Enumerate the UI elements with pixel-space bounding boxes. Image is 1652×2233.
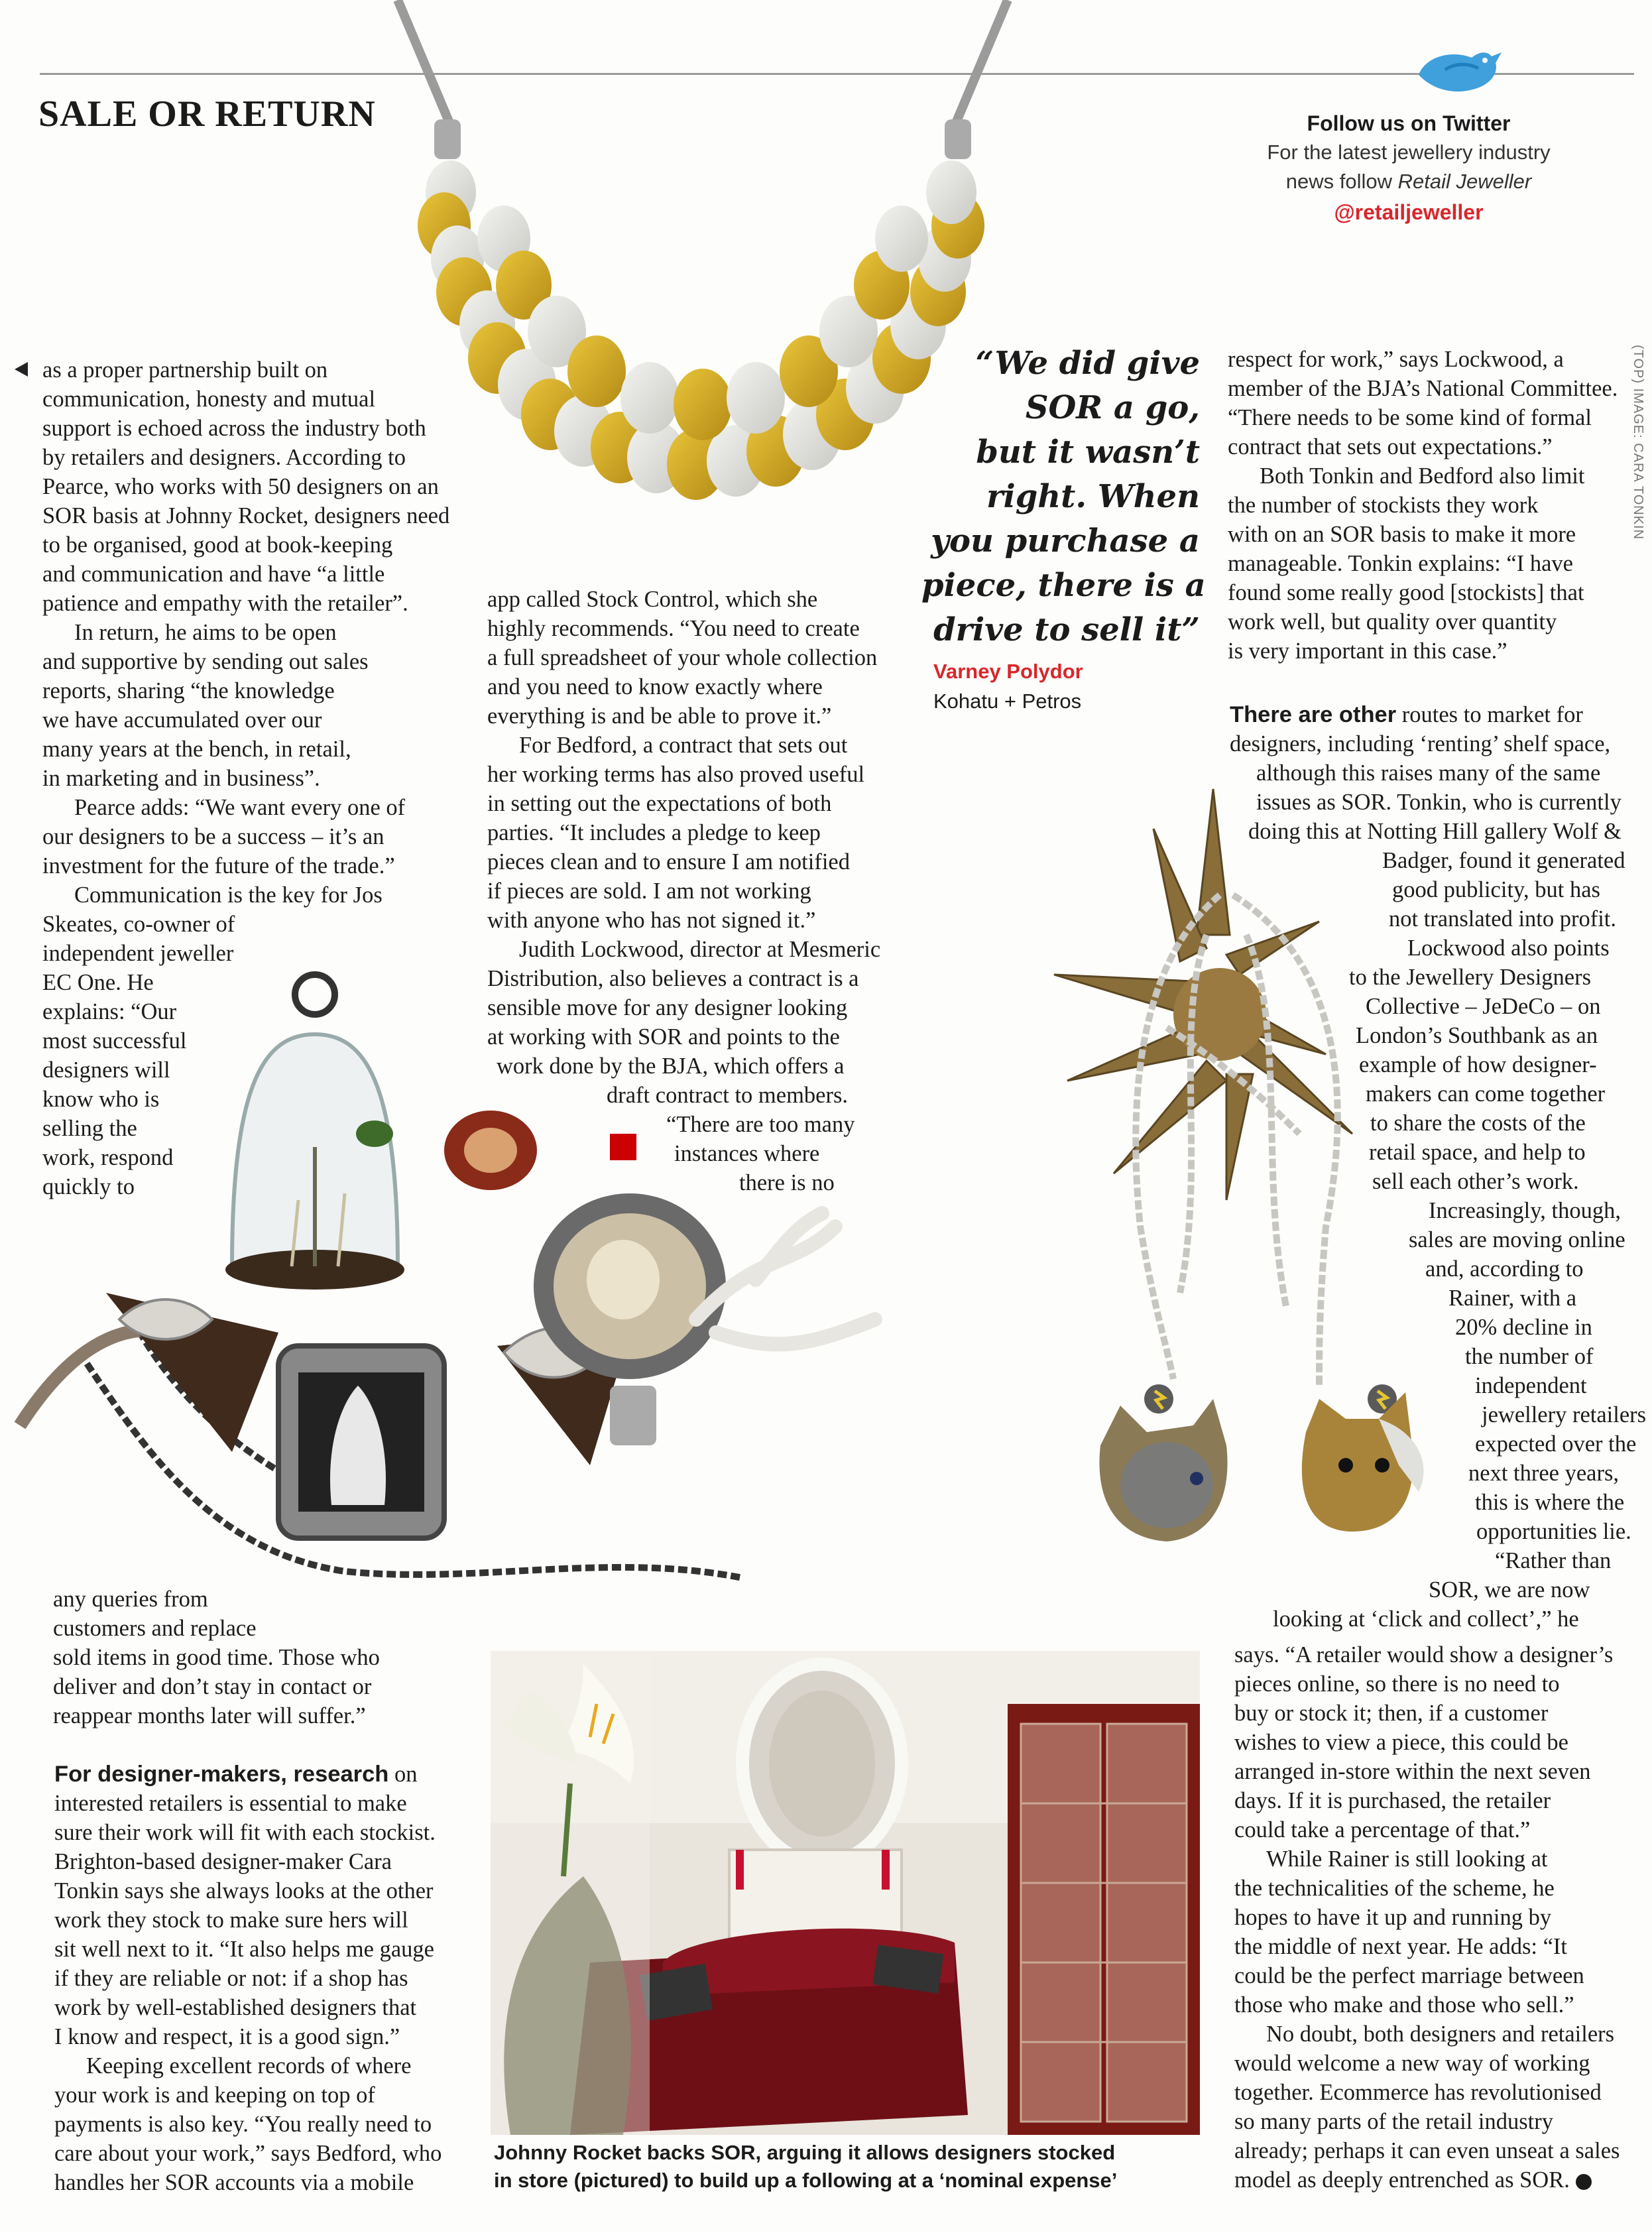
text-line: quickly to [42,1174,135,1199]
caption-line: in store (pictured) to build up a following at a ‘nominal expense’ [494,2169,1118,2192]
column-3-bottom [1234,1640,1645,2195]
text-line: if they are reliable or not: if a shop has [54,1966,408,1991]
text-line: work well, but quality over quantity [1228,609,1557,634]
text-line: sold items in good time. Those who [53,1645,380,1670]
text-line: work by well-established designers that [54,1995,417,2020]
pull-quote-line: SOR a go, [1025,389,1200,426]
text-line: together. Ecommerce has revolutionised [1234,2080,1602,2105]
text-line: with on an SOR basis to make it more [1228,522,1576,547]
text-line: doing this at Notting Hill gallery Wolf & [1248,819,1622,844]
text-line: reappear months later will suffer.” [53,1703,366,1728]
text-line: and you need to know exactly where [487,674,823,699]
text-line: any queries from [53,1587,208,1612]
text-line: While Rainer is still looking at [1266,1846,1548,1872]
text-line: buy or stock it; then, if a customer [1234,1701,1549,1726]
text-line: I know and respect, it is a good sign.” [54,2024,400,2049]
text-line: opportunities lie. [1476,1519,1631,1544]
text-line: draft contract to members. [607,1083,849,1108]
text-line: parties. “It includes a pledge to keep [487,820,821,845]
text-line: designers will [42,1057,170,1083]
twitter-text-2-b: Retail Jeweller [1397,170,1532,193]
text-line: “There needs to be some kind of formal [1228,405,1592,430]
twitter-text-2 [1260,170,1558,194]
text-line: could take a percentage of that.” [1234,1817,1531,1842]
text-line: there is no [739,1170,835,1195]
text-line: respect for work,” says Lockwood, a [1228,347,1564,372]
paragraph-lead: There are other [1230,702,1397,727]
text-line: SOR basis at Johnny Rocket, designers need [42,503,450,528]
text-line: in setting out the expectations of both [487,791,832,816]
text-line: if pieces are sold. I am not working [487,878,811,904]
text-line: example of how designer- [1359,1052,1597,1077]
twitter-handle[interactable]: @retailjeweller [1334,200,1484,224]
twitter-text-2-a: news follow [1285,170,1398,193]
star-pendant-photo [1008,762,1647,1585]
text-line: the number of stockists they work [1228,493,1539,518]
pull-quote [921,341,1206,652]
text-line: is very important in this case.” [1228,638,1507,664]
text-line: this is where the [1475,1490,1625,1515]
text-line: expected over the [1475,1431,1637,1457]
text-line: retail space, and help to [1369,1140,1586,1165]
text-line: we have accumulated over our [42,707,322,733]
text-line: For Bedford, a contract that sets out [519,733,848,758]
text-line: support is echoed across the industry both [42,416,426,441]
text-line: Rainer, with a [1448,1286,1577,1311]
text-line: at working with SOR and points to the [487,1024,840,1050]
text-line: with anyone who has not signed it.” [487,908,816,933]
text-line: already; perhaps it can even unseat a sales [1234,2138,1620,2163]
text-line: everything is and be able to prove it.” [487,703,832,729]
text-line: would welcome a new way of working [1234,2051,1590,2076]
text-line: the technicalities of the scheme, he [1234,1876,1555,1901]
text-line: wishes to view a piece, this could be [1234,1730,1568,1755]
text-line: hopes to have it up and running by [1234,1905,1552,1930]
text-line: sell each other’s work. [1372,1169,1579,1194]
text-line: explains: “Our [42,999,177,1024]
text-line: most successful [42,1028,187,1054]
text-line [54,1760,479,1789]
text-line: Communication is the key for Jos [74,882,383,908]
pull-quote-line: but it wasn’t [976,434,1200,471]
section-title: SALE OR RETURN [38,93,376,135]
text-line: and, according to [1425,1256,1584,1282]
text-line: Brighton-based designer-maker Cara [54,1849,392,1874]
text-line: could be the perfect marriage between [1234,1963,1584,1988]
twitter-bird-icon [1405,36,1505,99]
text-line: Tonkin says she always looks at the other [54,1878,434,1903]
text-line: Pearce, who works with 50 designers on an [42,474,439,499]
text-line: work they stock to make sure hers will [54,1907,408,1933]
pull-quote-line: right. When [986,478,1200,515]
text-line: instances where [674,1141,820,1166]
text-line: Skeates, co-owner of [42,912,235,937]
twitter-text-1: For the latest jewellery industry [1267,141,1551,164]
caption-line: Johnny Rocket backs SOR, arguing it allows designers stocked [494,2141,1116,2164]
text-line: In return, he aims to be open [74,620,337,645]
text-line: your work is and keeping on top of [54,2082,375,2108]
text-line: sit well next to it. “It also helps me gauge [54,1937,434,1962]
end-mark-icon [1576,2174,1592,2190]
text-line: the middle of next year. He adds: “It [1234,1934,1568,1959]
text-line: contract that sets out expectations.” [1228,434,1553,459]
text-line: “There are too many [666,1112,855,1137]
text-line: in marketing and in business”. [42,766,320,791]
text-line: SOR, we are now [1429,1577,1590,1602]
column-1-bottom-b [54,1760,479,2197]
text-line: care about your work,” says Bedford, who [54,2141,442,2166]
text-line: not translated into profit. [1389,906,1617,932]
text-line-content: model as deeply entrenched as SOR. [1234,2167,1570,2193]
text-line: EC One. He [42,970,154,995]
text-line: independent [1475,1373,1587,1398]
text-line: Keeping excellent records of where [86,2053,412,2079]
column-3-top [1228,345,1639,666]
text-line: work, respond [42,1145,174,1170]
text-line: makers can come together [1366,1081,1606,1107]
text-line: a full spreadsheet of your whole collection [487,645,878,670]
pull-quote-company: Kohatu + Petros [933,690,1082,713]
text-line: arranged in-store within the next seven [1234,1759,1591,1784]
text-line: investment for the future of the trade.” [42,853,395,878]
paragraph-lead-rest: on [388,1762,418,1787]
text-line: handles her SOR accounts via a mobile [54,2170,414,2195]
paragraph-lead-rest: routes to market for [1396,702,1583,727]
image-credit: (TOP) IMAGE: CARA TONKIN [1631,345,1645,540]
text-line: 20% decline in [1455,1315,1592,1340]
jewellery-cluster-photo [13,922,921,1585]
text-line: to be organised, good at book-keeping [42,532,393,558]
text-line: although this raises many of the same [1256,760,1601,786]
text-line: sales are moving online [1409,1227,1625,1252]
text-line: highly recommends. “You need to create [487,616,860,641]
text-line: London’s Southbank as an [1356,1023,1598,1048]
text-line: found some really good [stockists] that [1228,580,1584,605]
text-line: Badger, found it generated [1382,848,1625,873]
text-line: Both Tonkin and Bedford also limit [1260,463,1585,489]
text-line: selling the [42,1116,137,1141]
pull-quote-line: you purchase a [931,522,1200,560]
text-line: manageable. Tonkin explains: “I have [1228,551,1573,576]
text-line: communication, honesty and mutual [42,387,376,412]
text-line: reports, sharing “the knowledge [42,678,335,703]
text-line: so many parts of the retail industry [1234,2109,1553,2134]
text-line: Distribution, also believes a contract is a [487,966,859,991]
text-line: to the Jewellery Designers [1349,965,1592,990]
text-line: and communication and have “a little [42,562,385,587]
pull-quote-line: drive to sell it” [933,611,1200,648]
text-line [1230,700,1641,729]
pull-quote-author: Varney Polydor [933,660,1083,683]
text-line: pieces clean and to ensure I am notified [487,849,850,875]
text-line: customers and replace [53,1616,257,1641]
text-line: app called Stock Control, which she [487,587,818,612]
text-line: many years at the bench, in retail, [42,737,351,762]
text-line: by retailers and designers. According to [42,445,406,470]
twitter-heading: Follow us on Twitter [1307,111,1511,135]
text-line: Increasingly, though, [1429,1198,1621,1223]
text-line: days. If it is purchased, the retailer [1234,1788,1551,1813]
text-line: interested retailers is essential to make [54,1791,407,1816]
text-line: Collective – JeDeCo – on [1366,994,1601,1019]
column-1-bottom-a [53,1585,477,1730]
text-line: and supportive by sending out sales [42,649,369,674]
text-line [1234,2165,1645,2195]
text-line: pieces online, so there is no need to [1234,1671,1560,1697]
text-line: designers, including ‘renting’ shelf space, [1230,731,1611,756]
store-interior-photo [491,1651,1200,2135]
text-line: member of the BJA’s National Committee. [1228,376,1618,401]
text-line: Judith Lockwood, director at Mesmeric [519,937,881,962]
text-line: Pearce adds: “We want every one of [74,795,406,820]
pull-quote-line: piece, there is a [921,567,1206,604]
text-line: issues as SOR. Tonkin, who is currently [1256,790,1622,815]
text-line: as a proper partnership built on [42,357,328,383]
text-line: payments is also key. “You really need to [54,2112,432,2137]
text-line: work done by the BJA, which offers a [497,1054,845,1079]
text-line: sure their work will fit with each stockist. [54,1820,436,1845]
text-line: our designers to be a success – it’s an [42,824,384,849]
text-line: deliver and don’t stay in contact or [53,1674,372,1699]
text-line: know who is [42,1087,160,1112]
text-line: sensible move for any designer looking [487,995,848,1020]
text-line: “Rather than [1495,1548,1612,1573]
paragraph-lead: For designer-makers, research [54,1762,389,1787]
text-line: No doubt, both designers and retailers [1266,2022,1615,2047]
text-line: jewellery retailers [1482,1402,1647,1427]
continued-arrow-icon [15,362,28,377]
text-line: the number of [1465,1344,1594,1369]
text-line: looking at ‘click and collect’,” he [1273,1606,1579,1632]
photo-caption [494,2139,1223,2195]
text-line: Lockwood also points [1407,935,1610,961]
text-line: good publicity, but has [1392,877,1600,902]
text-line: her working terms has also proved useful [487,762,865,787]
text-line: independent jeweller [42,941,234,966]
text-line: next three years, [1468,1461,1620,1486]
text-line: says. “A retailer would show a designer’s [1234,1642,1614,1667]
text-line: patience and empathy with the retailer”. [42,591,408,616]
pull-quote-line: “We did give [975,345,1200,382]
text-line: to share the costs of the [1370,1111,1586,1136]
text-line: those who make and those who sell.” [1234,1992,1574,2018]
